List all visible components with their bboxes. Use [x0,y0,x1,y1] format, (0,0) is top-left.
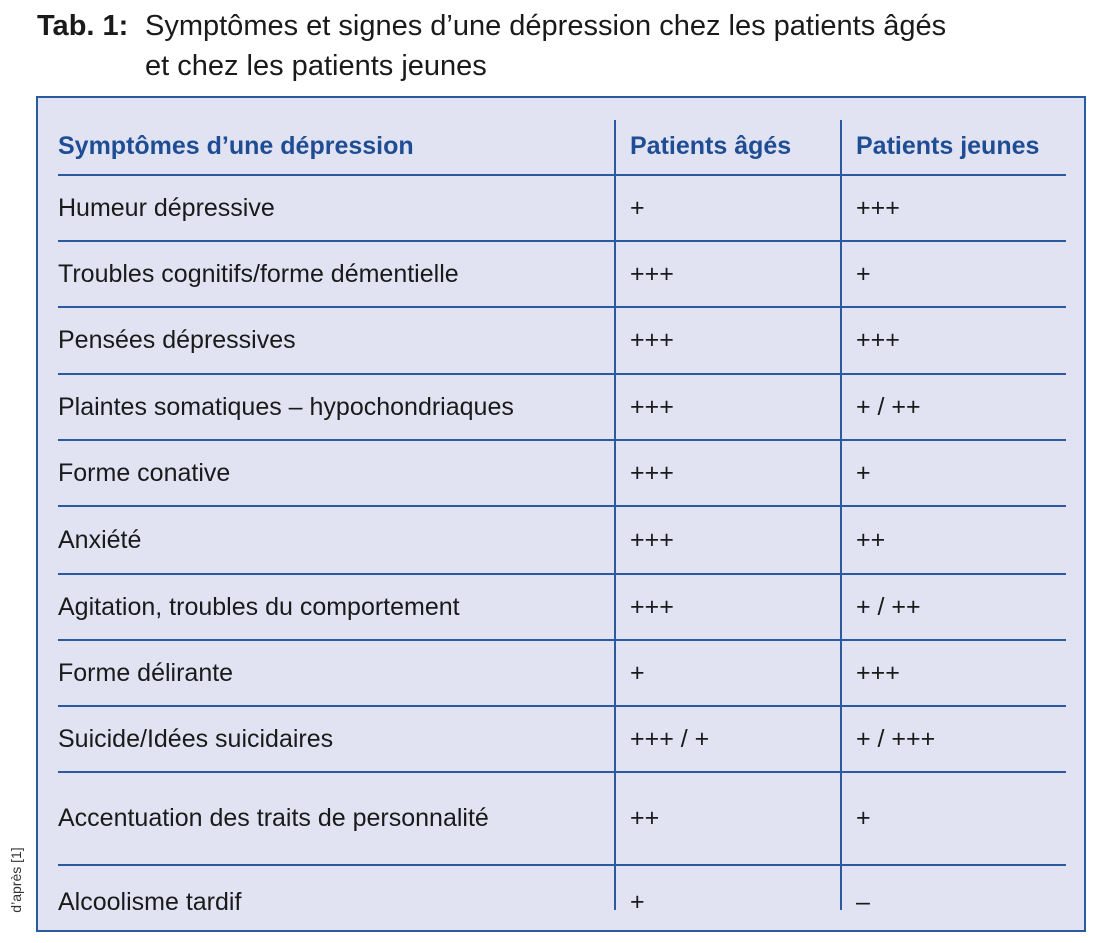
symptom-cell: Plaintes somatiques – hypochondriaques [58,392,514,421]
young-cell: + / +++ [856,724,936,753]
elderly-cell: ++ [630,804,660,832]
symptom-cell: Pensées dépressives [58,326,296,354]
table-row [58,707,1066,771]
elderly-cell: +++ [630,458,674,487]
elderly-cell: + [630,193,645,222]
table-row [58,575,1066,639]
elderly-cell: + [630,658,645,687]
table-row [58,866,1066,938]
table-row [58,641,1066,705]
young-cell: + [856,804,871,832]
caption-line-1: Symptômes et signes d’une dépression chez les patients âgés [145,10,947,42]
symptom-cell: Agitation, troubles du comportement [58,592,460,621]
source-note [3,820,29,940]
elderly-cell: +++ [630,326,674,354]
table-header-row [58,118,1066,174]
caption-label: Tab. 1: [37,10,129,42]
young-cell: +++ [856,658,900,687]
young-cell: ++ [856,525,886,554]
young-cell: +++ [856,193,900,222]
elderly-cell: +++ [630,392,674,421]
symptom-cell: Forme délirante [58,658,234,687]
symptom-cell: Troubles cognitifs/forme démentielle [58,259,459,288]
source-text: d’après [1] [8,847,24,913]
symptom-cell: Humeur dépressive [58,193,275,222]
header-elderly: Patients âgés [630,131,792,160]
table-row [58,308,1066,373]
young-cell: – [856,887,870,916]
symptom-table [36,96,1086,932]
header-young: Patients jeunes [856,131,1040,160]
elderly-cell: + [630,887,645,916]
table-row [58,375,1066,439]
elderly-cell: +++ / + [630,724,710,753]
young-cell: + / ++ [856,392,921,421]
young-cell: + [856,458,871,487]
symptom-cell: Accentuation des traits de personnalité [58,804,489,832]
table-row [58,441,1066,505]
table-row [58,176,1066,240]
symptom-cell: Suicide/Idées suicidaires [58,724,334,753]
young-cell: + [856,259,871,288]
table-row [58,242,1066,306]
symptom-cell: Anxiété [58,525,142,554]
caption-line-2: et chez les patients jeunes [145,50,487,82]
elderly-cell: +++ [630,259,674,288]
header-symptoms: Symptômes d’une dépression [58,131,414,160]
young-cell: + / ++ [856,592,921,621]
young-cell: +++ [856,326,900,354]
symptom-cell: Forme conative [58,458,231,487]
table-row [58,507,1066,573]
symptom-cell: Alcoolisme tardif [58,887,242,916]
elderly-cell: +++ [630,525,674,554]
table-row [58,773,1066,864]
elderly-cell: +++ [630,592,674,621]
